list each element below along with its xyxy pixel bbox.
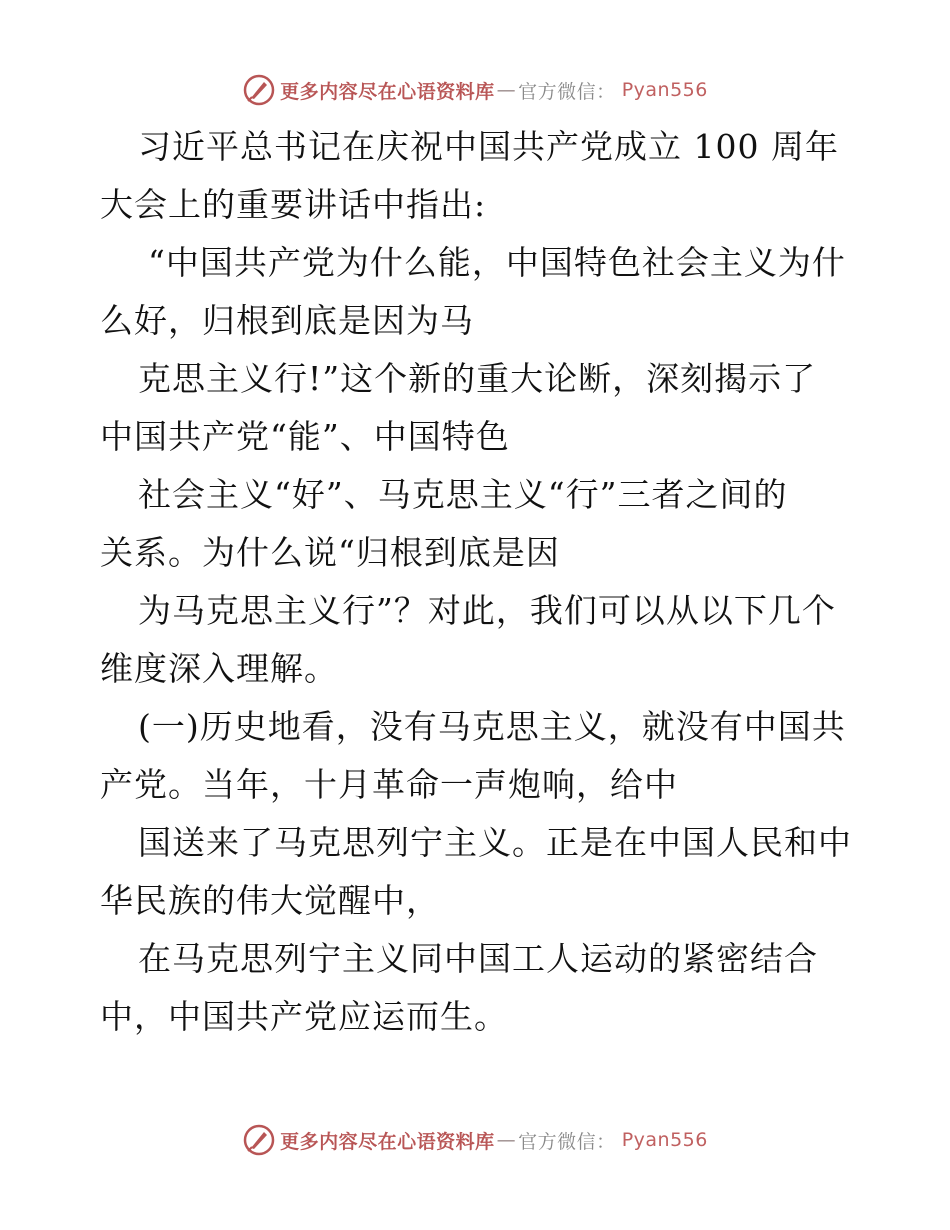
body-line: 华民族的伟大觉醒中，: [100, 881, 440, 920]
body-line: 社会主义“好”、马克思主义“行”三者之间的: [138, 475, 788, 514]
body-line: 克思主义行!”这个新的重大论断，深刻揭示了: [138, 359, 817, 398]
header-wechat-id: Pyan556: [621, 79, 708, 101]
body-line: “中国共产党为什么能，中国特色社会主义为什: [148, 243, 846, 282]
footer-watermark: [0, 1120, 950, 1160]
body-line: 中，中国共产党应运而生。: [100, 997, 508, 1036]
header-dash: —: [496, 79, 517, 101]
header-watermark: [0, 70, 950, 110]
header-wechat-label: 官方微信：: [518, 80, 616, 103]
footer-wechat-label: 官方微信：: [518, 1130, 616, 1153]
body-line: 国送来了马克思列宁主义。正是在中国人民和中: [138, 823, 852, 862]
body-line: 维度深入理解。: [100, 649, 338, 688]
body-line: 产党。当年，十月革命一声炮响，给中: [100, 765, 678, 804]
body-line: 在马克思列宁主义同中国工人运动的紧密结合: [138, 939, 818, 978]
footer-dash: —: [496, 1129, 517, 1151]
body-line: 习近平总书记在庆祝中国共产党成立 100 周年: [138, 127, 839, 166]
body-line: (一)历史地看，没有马克思主义，就没有中国共: [138, 707, 846, 746]
body-line: 关系。为什么说“归根到底是因: [100, 533, 560, 572]
footer-wechat-id: Pyan556: [621, 1129, 708, 1151]
header-brand-text: 更多内容尽在心语资料库: [280, 80, 495, 103]
body-line: 么好，归根到底是因为马: [100, 301, 474, 340]
quill-logo-icon: [242, 1123, 276, 1157]
body-line: 大会上的重要讲话中指出:: [100, 185, 487, 224]
document-body: [100, 118, 860, 1046]
quill-logo-icon: [242, 73, 276, 107]
body-line: 中国共产党“能”、中国特色: [100, 417, 510, 456]
footer-brand-text: 更多内容尽在心语资料库: [280, 1130, 495, 1153]
body-line: 为马克思主义行”？对此，我们可以从以下几个: [138, 591, 836, 630]
